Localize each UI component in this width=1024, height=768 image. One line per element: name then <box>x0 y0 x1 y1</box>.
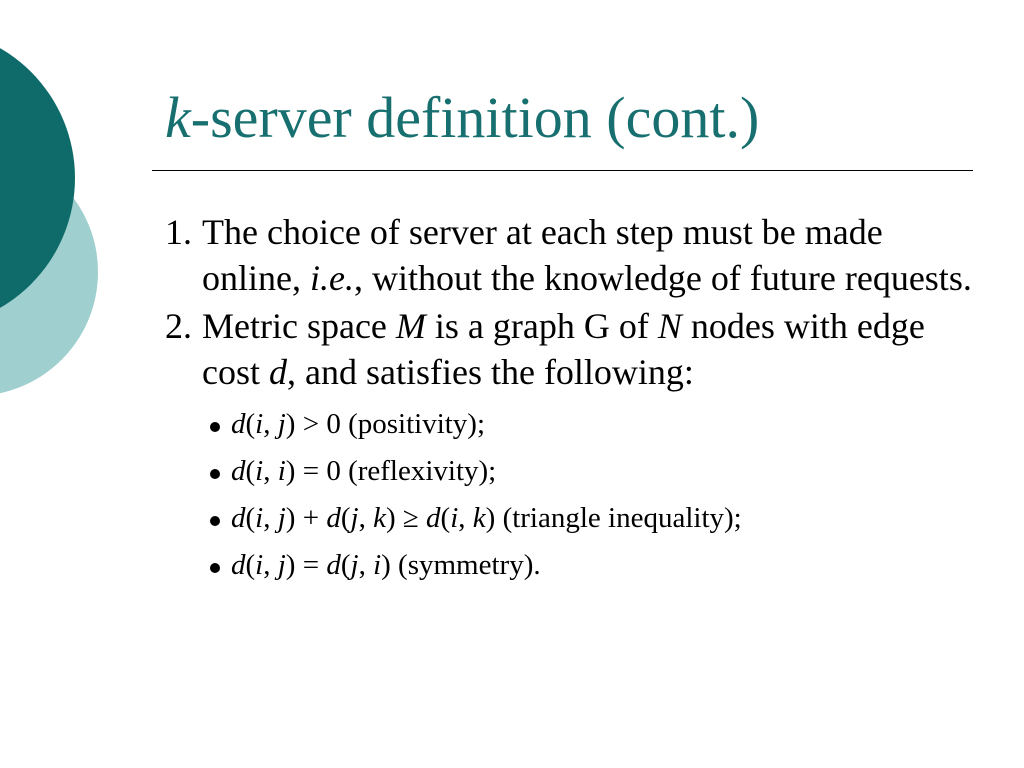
point-number: 2. <box>165 306 192 346</box>
bullet-dot-icon <box>210 422 220 432</box>
property-formula: d(i, j) > 0 <box>231 408 341 440</box>
point-text: nodes with edge cost <box>202 306 925 392</box>
property-item <box>202 401 985 448</box>
point-italic: M <box>395 306 426 346</box>
point-1 <box>165 209 985 301</box>
title-variable: k <box>165 85 191 150</box>
slide-body <box>165 209 985 591</box>
bullet-dot-icon <box>210 469 220 479</box>
bullet-dot-icon <box>210 563 220 573</box>
property-note: (reflexivity); <box>340 455 497 487</box>
property-item <box>202 495 985 542</box>
property-formula: d(i, j) + d(j, k) ≥ d(i, k) <box>231 502 496 534</box>
point-text: , without the knowledge of future requests. <box>353 258 972 298</box>
property-list <box>202 401 985 589</box>
point-text: Metric space <box>202 306 396 346</box>
property-note: (positivity); <box>340 408 486 440</box>
property-note: (triangle inequality); <box>495 502 742 534</box>
property-item <box>202 542 985 589</box>
point-2 <box>165 303 985 589</box>
property-item <box>202 448 985 495</box>
bullet-dot-icon <box>210 516 220 526</box>
point-text: , and satisfies the following: <box>287 352 694 392</box>
point-text: is a graph G of <box>425 306 658 346</box>
point-text: The choice of server at each step must be made online, <box>202 212 883 298</box>
point-italic: N <box>657 306 682 346</box>
point-number: 1. <box>165 212 192 252</box>
title-text: -server definition (cont.) <box>190 85 760 150</box>
title-divider <box>152 170 973 171</box>
property-formula: d(i, i) = 0 <box>231 455 341 487</box>
point-italic: d <box>269 352 287 392</box>
property-formula: d(i, j) = d(j, i) <box>231 549 391 581</box>
point-italic: i.e. <box>309 258 354 298</box>
slide-title <box>165 78 759 158</box>
property-note: (symmetry). <box>390 549 541 581</box>
